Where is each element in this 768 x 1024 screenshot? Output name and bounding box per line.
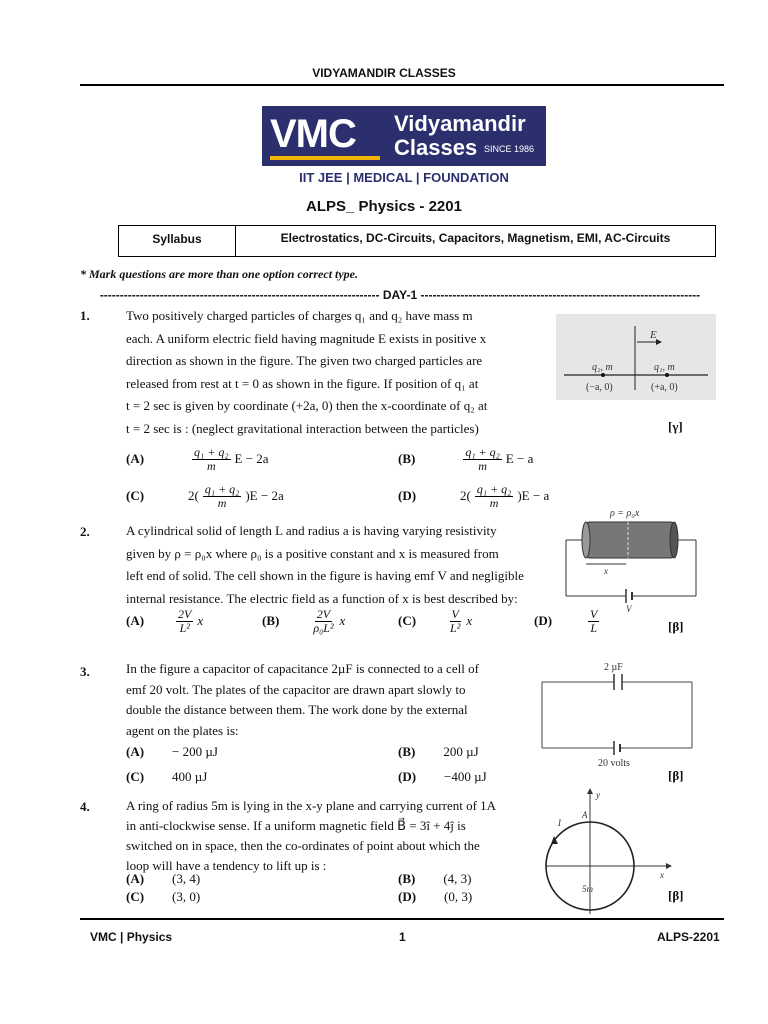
option-fraction xyxy=(176,608,193,635)
option-text: (3, 4) xyxy=(172,871,201,886)
fraction-den: m xyxy=(489,496,499,510)
q1-option-d xyxy=(398,483,549,510)
option-text: x xyxy=(466,613,473,629)
vmc-logo xyxy=(262,106,546,192)
option-label: (B) xyxy=(262,613,280,629)
q4-line: loop will have a tendency to lift up is : xyxy=(126,858,327,873)
q3-cell-label: 20 volts xyxy=(598,758,630,768)
q1-line: each. A uniform electric field having magnitude E exists in positive x xyxy=(126,330,487,346)
q4-text xyxy=(126,796,526,876)
logo-name-1: Vidyamandir xyxy=(394,111,526,136)
q2-option-d xyxy=(534,608,599,635)
fraction-num: 2V xyxy=(178,607,192,621)
q3-option-a xyxy=(126,743,218,761)
fraction-num: 2V xyxy=(316,607,331,621)
q4-y-label: y xyxy=(596,790,600,800)
q2-answer: [β] xyxy=(668,619,684,634)
q1-line: released from rest at t = 0 as shown in the figure. If position of q₁ at xyxy=(126,375,479,391)
footer-right: ALPS-2201 xyxy=(657,930,720,944)
option-text: (0, 3) xyxy=(444,889,473,904)
q4-i-label: I xyxy=(558,818,561,828)
option-text: )E − a xyxy=(517,488,550,504)
option-text: x xyxy=(197,613,204,629)
q4-x-label: x xyxy=(660,870,664,880)
q2-number: 2. xyxy=(80,524,90,539)
option-text: E − a xyxy=(505,451,534,467)
q1-particle-1 xyxy=(665,373,669,377)
fraction-num: V xyxy=(590,607,598,621)
q3-line: emf 20 volt. The plates of the capacitor are drawn apart slowly to xyxy=(126,681,466,697)
option-label: (A) xyxy=(126,613,145,629)
header-rule xyxy=(80,84,724,86)
q3-number: 3. xyxy=(80,664,90,679)
q2-line: given by ρ = ρ₀x where ρ₀ is a positive constant and x is measured from xyxy=(126,545,499,561)
fraction-den: L xyxy=(590,621,598,635)
q4-number: 4. xyxy=(80,799,90,814)
fraction-num: q₁ + q₂ xyxy=(204,482,240,496)
q4-y-arrowhead xyxy=(587,788,593,794)
q3-option-c xyxy=(126,768,207,786)
option-label: (B) xyxy=(398,451,416,467)
q3-option-d xyxy=(398,768,487,786)
syllabus-topics: Electrostatics, DC-Circuits, Capacitors, Magnetism, EMI, AC-Circuits xyxy=(280,231,671,245)
q4-option-c xyxy=(126,888,200,906)
q4-line: switched on in space, then the co-ordinates of point about which the xyxy=(126,838,480,853)
q3-line: agent on the plates is: xyxy=(126,722,239,738)
q2-line: A cylindrical solid of length L and radius a is having varying resistivity xyxy=(126,523,497,538)
option-fraction xyxy=(588,608,599,635)
q3-text xyxy=(126,659,522,741)
q4-x-arrowhead xyxy=(666,863,672,869)
q1-particle-2 xyxy=(601,373,605,377)
q1-figure-bg xyxy=(556,314,716,400)
q4-answer: [β] xyxy=(668,888,684,903)
option-text: (3, 0) xyxy=(172,889,201,904)
fraction-den: ρ₀L² xyxy=(313,621,334,635)
q1-line: Two positively charged particles of charges q₁ and q₂ have mass m xyxy=(126,308,473,323)
q2-option-b xyxy=(262,608,345,635)
fraction-den: m xyxy=(206,459,216,473)
option-fraction xyxy=(192,446,230,473)
fraction-den: L² xyxy=(450,621,461,635)
q1-p2-label: q₂, m xyxy=(592,362,613,373)
q1-text xyxy=(126,305,534,440)
q3-figure xyxy=(538,660,698,768)
q2-cylinder-right-end xyxy=(670,522,678,558)
q2-option-c xyxy=(398,608,472,635)
q4-a-label: A xyxy=(582,810,588,820)
q3-answer: [β] xyxy=(668,768,684,783)
q1-line: direction as shown in the figure. The given two charged particles are xyxy=(126,353,483,368)
footer-rule xyxy=(80,918,724,920)
q2-option-a xyxy=(126,608,203,635)
option-label: (C) xyxy=(126,488,145,504)
option-label: (D) xyxy=(398,889,417,904)
header-org: VIDYAMANDIR CLASSES xyxy=(312,66,456,80)
option-text: )E − 2a xyxy=(245,488,284,504)
logo-tagline: IIT JEE | MEDICAL | FOUNDATION xyxy=(299,170,509,185)
option-text: (4, 3) xyxy=(443,871,472,886)
option-label: (C) xyxy=(126,889,145,904)
option-fraction xyxy=(463,446,501,473)
q2-cylinder xyxy=(584,522,676,558)
option-text: 200 µJ xyxy=(443,744,479,759)
day-divider: ---------------------------------------------------------------------- DAY-1 ---------------------------------------------------------------------- xyxy=(99,288,701,302)
q1-line: t = 2 sec is : (neglect gravitational interaction between the particles) xyxy=(126,420,479,436)
q2-text xyxy=(126,520,550,610)
q4-line: A ring of radius 5m is lying in the x-y plane and carrying current of 1A xyxy=(126,798,497,813)
option-fraction xyxy=(475,483,513,510)
q1-c1-label: (+a, 0) xyxy=(651,382,678,393)
q2-rho-label: ρ = ρ₀x xyxy=(610,508,640,519)
option-text: E − 2a xyxy=(234,451,269,467)
q2-x-label: x xyxy=(604,566,608,576)
syllabus-label: Syllabus xyxy=(119,226,236,256)
option-text: − 200 µJ xyxy=(172,744,218,759)
option-label: (B) xyxy=(398,744,416,759)
doc-title: ALPS_ Physics - 2201 xyxy=(306,198,462,215)
option-label: (C) xyxy=(398,613,417,629)
logo-name-2: Classes xyxy=(394,135,478,160)
q4-option-d xyxy=(398,888,472,906)
q4-option-b xyxy=(398,870,472,888)
q3-cap-label: 2 µF xyxy=(604,662,623,673)
option-label: (A) xyxy=(126,451,145,467)
option-label: (B) xyxy=(398,871,416,886)
q1-option-b xyxy=(398,446,533,473)
option-prefix: 2( xyxy=(460,488,471,504)
syllabus-table xyxy=(118,225,716,257)
footer-left: VMC | Physics xyxy=(90,930,173,944)
q2-line: internal resistance. The electric field as a function of x is best described by: xyxy=(126,590,518,606)
q4-option-a xyxy=(126,870,200,888)
fraction-num: V xyxy=(451,607,459,621)
option-fraction xyxy=(448,608,462,635)
fraction-den: m xyxy=(478,459,487,473)
q2-v-label: V xyxy=(626,604,632,612)
option-label: (C) xyxy=(126,769,145,784)
fraction-num: q₁ + q₂ xyxy=(194,445,229,459)
q1-answer: [γ] xyxy=(668,419,683,434)
fraction-num: q₁ + q₂ xyxy=(476,482,512,496)
q1-p1-label: q₁, m xyxy=(654,362,675,373)
option-text: 400 µJ xyxy=(172,769,208,784)
option-text: −400 µJ xyxy=(444,769,487,784)
q2-cylinder-left-end xyxy=(582,522,590,558)
footer-page: 1 xyxy=(399,930,406,944)
q4-line: in anti-clockwise sense. If a uniform magnetic field B⃗ = 3î + 4ĵ is xyxy=(126,818,466,833)
logo-underline xyxy=(270,156,380,160)
option-text: x xyxy=(339,613,346,629)
q1-option-c xyxy=(126,483,284,510)
fraction-num: q₁ + q₂ xyxy=(465,445,500,459)
q1-number: 1. xyxy=(80,308,90,323)
logo-since: SINCE 1986 xyxy=(484,144,535,154)
logo-mark: VMC xyxy=(270,112,356,156)
q3-option-b xyxy=(398,743,479,761)
fraction-den: L² xyxy=(179,621,190,635)
option-fraction xyxy=(311,608,335,635)
note: * Mark questions are more than one option correct type. xyxy=(80,267,359,281)
q3-line: In the figure a capacitor of capacitance 2µF is connected to a cell of xyxy=(126,661,479,676)
q1-option-a xyxy=(126,446,269,473)
option-fraction xyxy=(203,483,241,510)
q4-r-label: 5m xyxy=(582,884,593,894)
q1-field-label: E xyxy=(650,329,657,341)
option-label: (D) xyxy=(398,769,417,784)
q2-line: left end of solid. The cell shown in the figure is having emf V and negligible xyxy=(126,568,524,583)
option-prefix: 2( xyxy=(188,488,199,504)
option-label: (A) xyxy=(126,744,145,759)
q3-line: double the distance between them. The work done by the external xyxy=(126,702,468,717)
q2-figure xyxy=(562,504,702,612)
q1-c2-label: (−a, 0) xyxy=(586,382,613,393)
logo-banner xyxy=(262,106,546,166)
q1-line: t = 2 sec is given by coordinate (+2a, 0) then the x-coordinate of q₂ at xyxy=(126,398,488,413)
option-label: (D) xyxy=(398,488,417,504)
q1-figure xyxy=(556,314,716,400)
option-label: (D) xyxy=(534,613,553,629)
option-label: (A) xyxy=(126,871,145,886)
fraction-den: m xyxy=(217,496,227,510)
